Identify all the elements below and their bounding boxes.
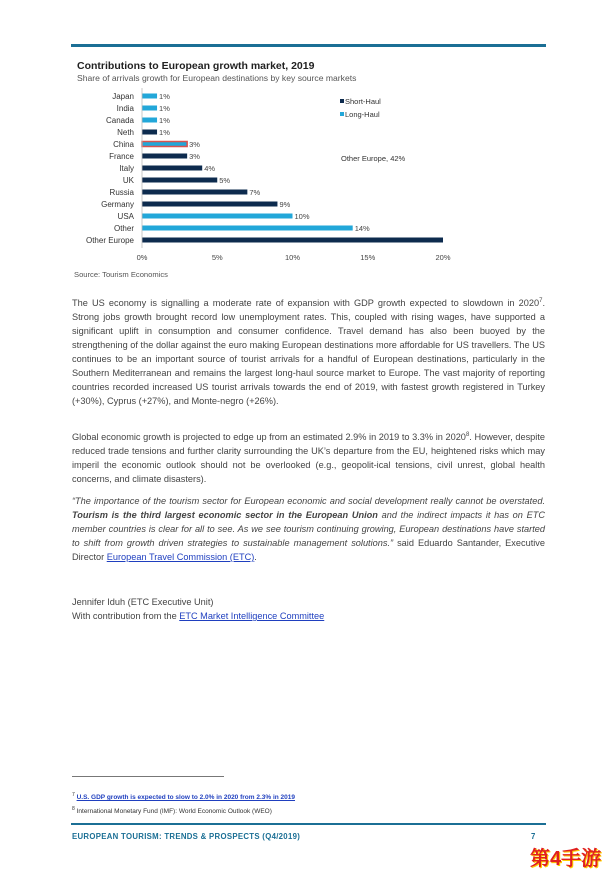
etc-link[interactable]: European Travel Commission (ETC)	[106, 552, 255, 562]
x-tick-label-4: 20%	[435, 253, 451, 262]
bar-0	[142, 94, 157, 99]
footer-rule	[71, 823, 546, 825]
author-contribution	[72, 609, 324, 623]
quote-attribution: said Eduardo Santander, Executive Director	[72, 538, 545, 562]
footnote-ref-7[interactable]: 7	[539, 297, 543, 304]
footnote-8-text: International Monetary Fund (IMF): World Economic Outlook (WEO)	[76, 808, 272, 816]
bar-11	[142, 226, 353, 231]
value-label-11: 14%	[354, 224, 370, 233]
legend-swatch-1	[340, 112, 344, 116]
para2-text-a: Global economic growth is projected to edge up from an estimated 2.9% in 2019 to 3.3% in 2020	[72, 432, 466, 442]
bar-8	[142, 190, 247, 195]
quote-part1: “The importance of the tourism sector for European economic and social development really cannot be overstated.	[72, 496, 545, 506]
chart-annotation: Other Europe, 42%	[341, 154, 406, 163]
bar-5	[142, 154, 187, 159]
value-label-1: 1%	[159, 104, 170, 113]
bar-3	[142, 130, 157, 135]
value-label-3: 1%	[159, 128, 170, 137]
para1-text-b: . Strong jobs growth brought record low unemployment rates. This, coupled with rising wages, have supported a significant uplift in consumption and consumer confidence. Travel demand has also been buoyed by the strengthening of the dollar against the euro making European destinations more affordable for US travellers. The US continues to be an important source of tourist arrivals for a handful of European destinations, particularly in the Southern Mediterranean and remains the largest long-haul source market to Europe. The vast majority of reporting countries recorded increased US tourist arrivals towards the end of 2019, with fastest growth registered in Turkey (+30%), Cyprus (+27%), and Monte-negro (+26%).	[72, 298, 545, 406]
category-label-12: Other Europe	[85, 236, 134, 245]
footnote-ref-8[interactable]: 8	[465, 431, 470, 438]
bar-chart	[0, 0, 616, 280]
footer-title: EUROPEAN TOURISM: TRENDS & PROSPECTS (Q4/2019)	[72, 832, 301, 841]
value-label-2: 1%	[159, 116, 170, 125]
category-label-6: Italy	[119, 164, 134, 173]
chart-source: Source: Tourism Economics	[74, 270, 168, 279]
bar-1	[142, 106, 157, 111]
para1-text-a: The US economy is signalling a moderate rate of expansion with GDP growth expected to slowdown in 2020	[72, 298, 540, 308]
category-label-1: India	[116, 104, 134, 113]
quote-bold: Tourism is the third largest economic sector in the European Union	[72, 510, 378, 520]
value-label-0: 1%	[159, 92, 170, 101]
value-label-7: 5%	[219, 176, 231, 185]
category-label-5: France	[109, 152, 134, 161]
value-label-5: 3%	[189, 152, 200, 161]
page-number: 7	[531, 832, 536, 841]
paragraph-global-growth	[72, 430, 545, 486]
footnote-7-number: 7	[72, 792, 75, 798]
chart-subtitle: Share of arrivals growth for European destinations by key source markets	[77, 73, 357, 83]
watermark-logo: 第4手游	[530, 848, 602, 870]
quote-end: .	[254, 552, 257, 562]
quote-paragraph	[72, 494, 545, 564]
contribution-prefix: With contribution from the	[72, 611, 180, 621]
x-tick-label-2: 10%	[284, 253, 301, 262]
bar-9	[142, 202, 277, 207]
bar-4	[142, 142, 187, 147]
bar-2	[142, 118, 157, 123]
bar-10	[142, 214, 293, 219]
bar-7	[142, 178, 217, 183]
x-tick-label-3: 15%	[360, 253, 376, 262]
x-tick-label-1: 5%	[211, 253, 223, 262]
category-label-0: Japan	[112, 92, 134, 101]
category-label-10: USA	[117, 212, 134, 221]
category-label-9: Germany	[101, 200, 134, 209]
category-label-8: Russia	[109, 188, 134, 197]
value-label-8: 7%	[249, 188, 261, 197]
category-label-4: China	[113, 140, 134, 149]
bar-12	[142, 238, 443, 243]
legend-swatch-0	[340, 99, 344, 103]
value-label-6: 4%	[204, 164, 216, 173]
legend-label-1: Long-Haul	[345, 110, 380, 119]
bar-6	[142, 166, 202, 171]
footnote-8-number: 8	[72, 806, 75, 812]
chart-title: Contributions to European growth market, 2019	[77, 60, 315, 72]
category-label-7: UK	[122, 176, 134, 185]
x-tick-label-0: 0%	[136, 253, 148, 262]
footnote-divider	[72, 776, 224, 777]
category-label-2: Canada	[105, 116, 134, 125]
category-label-11: Other	[113, 224, 134, 233]
footnote-7	[72, 792, 295, 801]
footnote-8	[72, 806, 272, 815]
paragraph-us-economy	[72, 296, 545, 408]
legend-label-0: Short-Haul	[345, 97, 381, 106]
para2-text-b: . However, despite reduced trade tensions and further clarity surrounding the UK’s departure from the EU, heightened risks which may imperil the economic outlook should not be overlooked (e.g., geopolit-ical tensions, civil unrest, global health concerns, and climate disasters).	[72, 432, 546, 484]
quote-part2: and the indirect impacts it has on ETC member countries is clear for all to see. As we see tourism continuing growing, European destinations have started to shift from growth driven strategies to sustainable management solutions.”	[72, 510, 545, 548]
value-label-10: 10%	[294, 212, 310, 221]
category-label-3: Neth	[117, 128, 134, 137]
footnote-7-link[interactable]: U.S. GDP growth is expected to slow to 2.0% in 2020 from 2.3% in 2019	[76, 794, 296, 802]
author-name: Jennifer Iduh (ETC Executive Unit)	[72, 597, 214, 607]
value-label-9: 9%	[279, 200, 291, 209]
value-label-4: 3%	[189, 140, 200, 149]
market-intelligence-link[interactable]: ETC Market Intelligence Committee	[179, 611, 325, 621]
